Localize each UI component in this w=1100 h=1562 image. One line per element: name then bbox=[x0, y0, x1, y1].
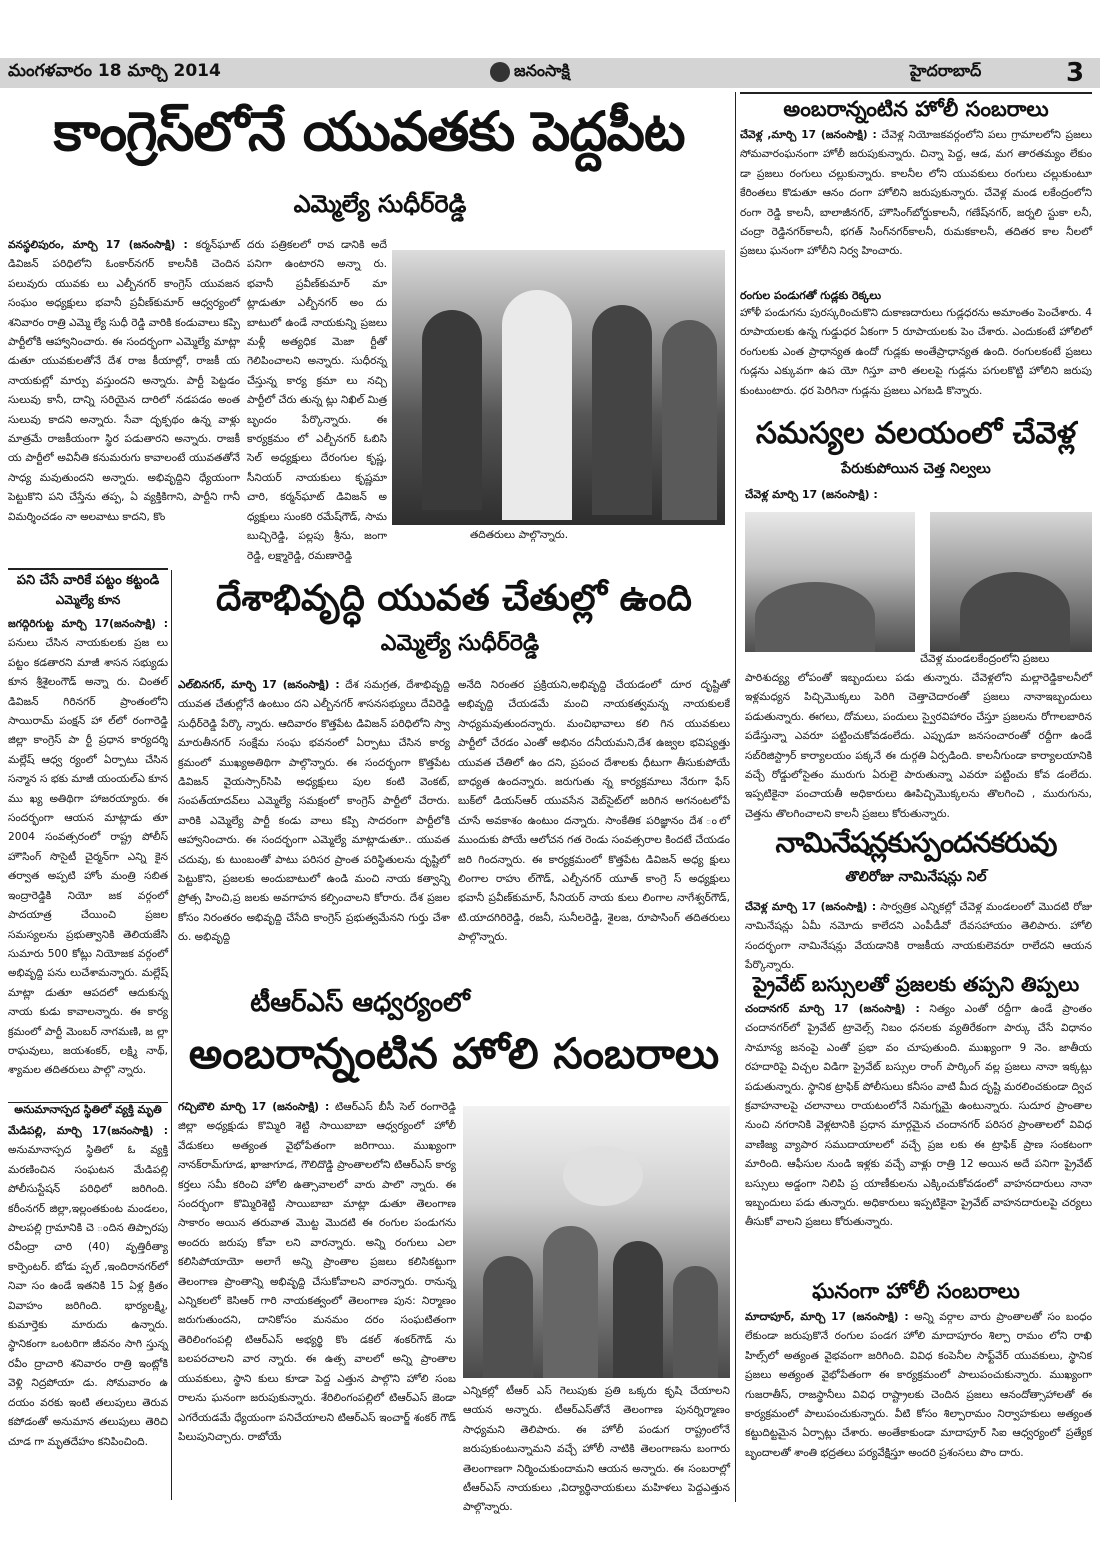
photo-garbage-right bbox=[930, 512, 1092, 652]
article-body bbox=[745, 1308, 1092, 1504]
headline-trs-holi: అంబరాన్నంటిన హోలి సంబరాలు bbox=[188, 1029, 720, 1078]
headline-mla-kuna: పని చేసే వారికే పట్టం కట్టండి bbox=[16, 573, 160, 588]
photo-garbage-left bbox=[745, 512, 915, 652]
dateline: ఎల్‌బినగర్‌, మార్చి 17 (జనంసాక్షి) : bbox=[178, 679, 340, 691]
article-body bbox=[8, 236, 240, 558]
headline-private-buses: ప్రైవేట్‌ బస్సులతో ప్రజలకు తప్పని తిప్పలు bbox=[752, 972, 1080, 996]
headline-suspicious-death: అనుమానాస్పద స్థితిలో వ్యక్తి మృతి bbox=[14, 1103, 162, 1116]
subhead-desha: ఎమ్మెల్యే సుధీర్‌రెడ్డి bbox=[380, 631, 540, 656]
subhead-mla-kuna: ఎమ్మెల్యే కూన bbox=[55, 593, 121, 607]
headline-chevella-issue: సమస్యల వలయంలో చేవెళ్ల bbox=[755, 416, 1077, 451]
article-text: అన్ని వర్గాల వారు ప్రాంతాలతో సం బంధం లేకుండా జరుపుకొనే రంగుల పండగ హోలి మాదాపూరం శిల్పా రామం లోని రాఖి హిల్స్‌లో అత్యంత వైభవంగా జరిగింది. వివిధ కంపెనీల సాఫ్ట్‌వేర్‌ యువకులు, స్థానిక ప్రజలు అత్యంత వైభోపేతంగా ఈ కార్యక్రమంలో పాలుపంచుకున్నారు. ముఖ్యంగా గుజరాతీస్‌, రాజస్థానీలు వివిధ రాష్ట్రాలకు చెందిన ప్రజలు ఆనందోత్సాహాలతో ఈ కార్యక్రమంలో పాలుపంచుకున్నారు. వీటి కోసం శిల్పారామం నిర్వాహకులు అత్యంత కట్టుదిట్టమైన ఏర్పాట్లు చేశారు. అంతేకాకుండా మాదాపూర్‌ సిఐ ఆధ్వర్యంలో ప్రత్యేక బృందాలతో శాంతి భద్రతలు పర్యవేక్షిస్తూ అందరి ప్రశంసలు పొం దారు. bbox=[745, 1311, 1092, 1459]
dateline: వనస్థలిపురం, మార్చి 17 (జనంసాక్షి) : bbox=[8, 239, 188, 251]
dateline: గచ్చిబౌలి మార్చి 17 (జనంసాక్షి) : bbox=[178, 1101, 330, 1113]
article-text: పనులు చేసిన నాయకులకు ప్రజ లు పట్టం కడతారని మాజీ శాసన సభ్యుడు కూన శ్రీశైలంగౌడ్‌ అన్నా రు. చింతల్‌ డివిజన్‌ గిరినగర్‌ ప్రాంతంలోని సాయిరామ్‌ పంక్షన్‌ హా ల్‌లో రంగారెడ్డి జిల్లా కాంగ్రెస్‌ పా ర్టీ ప్రధాన కార్యదర్శి మల్లేష్‌ ఆధ్వ ర్యంలో ఏర్పాటు చేసిన సన్మాన స భకు మాజీ యంయల్‌ఎ కూన ము ఖ్య అతిథిగా హాజరయ్యారు. ఈ సందర్భంగా ఆయన మాట్లాడు తూ 2004 సంవత్సరంలో రాష్ట్ర పోలీస్‌ హౌసింగ్‌ సొసైటీ చైర్మన్‌గా ఎన్ని కైన తర్వాత అప్పటి హోం మంత్రి సబిత ఇంద్రారెడ్డికి నియో జక వర్గంలో పాదయాత్ర చేయించి ప్రజల సమస్యలను ప్రభుత్వానికి తెలియజేసి సుమారు 500 కోట్లు నియోజక వర్గంలో అభివృద్ది పను లుచేశామన్నారు. మల్లేష్‌ మాట్లా డుతూ ఆపదలో ఆదుకున్న నాయ కుడు కావాలన్నారు. ఈ కార్య క్రమంలో పార్టీ మెంబర్‌ నాగమణి, జ ల్లా రాఘవులు, జయశంకర్‌, లక్ష్మి నాథ్‌, శ్యామల తదితరులు పాల్గొ న్నారు. bbox=[8, 637, 168, 1077]
subhead-garbage: పేరుకుపోయిన చెత్త నిల్వలు bbox=[841, 461, 991, 477]
column-divider bbox=[171, 570, 172, 1500]
photo-tail: తదితరులు పాల్గొన్నారు. bbox=[470, 529, 569, 541]
page-number: 3 bbox=[1066, 58, 1085, 88]
article-body bbox=[745, 1000, 1092, 1274]
article-body bbox=[8, 1122, 168, 1494]
article-text: నిత్యం ఎంతో రద్దీగా ఉండే ప్రాంతం చందానగర్‌లో ప్రైవేట్‌ ట్రావెల్స్‌ నిబం ధనలకు వ్యతిరేకంగా పార్కు చేసే విధానం సామాన్య జనంపై ఎంతో ప్రభా వం చూపుతుంది. ముఖ్యంగా 9 నెం. జాతీయ రహదారిపై విచ్చల విడిగా ప్రైవేట్‌ బస్సుల రాంగ్‌ పార్కింగ్‌ వల్ల ప్రజలు నానా ఇక్కట్లు పడుతున్నారు. స్థానిక ట్రాఫిక్‌ పోలీసులు కనీసం వాటి మీద దృష్టి మరలించకుండా ద్విచ క్రవాహనాలపై చలానాలు రాయటంలోనే నిమగ్నమై ఉంటున్నారు. సుదూర ప్రాంతాల నుంచి నగరానికి వెళ్లటానికి ప్రధాన మార్గమైన చందానగర్‌ పరిసర ప్రాంతాలలో వివిధ వాణిజ్య వ్యాపార సముదాయాలలో వచ్చే ప్రజ లకు ఈ ట్రాఫిక్‌ ప్రాణ సంకటంగా మారింది. ఆఫీసుల నుండి ఇళ్లకు వచ్చే వాళ్లు రాత్రి 12 అయిన అదే పనిగా ప్రైవేట్‌ బస్సులు అడ్డంగా నిలిపి ప్ర యాణీకులను ఎక్కించుకోవడంలో వాహనదారులు నానా ఇబ్బందులు పడు తున్నారు. అధికారులు ఇప్పటికైనా ప్రైవేట్‌ వాహనదారులపై చర్యలు తీసుకో వాలని ప్రజలు కోరుతున్నారు. bbox=[745, 1003, 1092, 1229]
article-body: దరు పత్రికలలో రావ డానికి అదే పనిగా ఉంటారని అన్నా రు. భవానీ ప్రవీణ్‌కుమార్‌ మా ట్లాడుతూ ఎల్బీనగర్‌ అం దు బాటులో ఉండే నాయకున్ని ప్రజలు మళ్లీ అత్యధిక మెజా ర్టీతో గెలిపించాలని అన్నారు. సుధీరన్న చేస్తున్న కార్య క్రమా లు నచ్చి పార్టీలో చేరు తున్న ట్లు నిఖిల్‌ మిత్ర బృందం పేర్కొన్నారు. ఈ కార్యక్రమం లో ఎల్బీనగర్‌ ఓబిసి సెల్‌ అధ్యక్షులు దేరంగుల కృష్ణ, సీనియర్‌ నాయకులు కృష్ణమా చారి, కర్మన్‌ఘాట్‌ డివిజన్‌ అ ధ్యక్షులు సుంకరి రమేష్‌గౌడ్‌, సామ బుచ్చిరెడ్డి, పల్లపు శ్రీను, జంగా రెడ్డి, లక్ష్మారెడ్డి, రమణారెడ్డి bbox=[247, 239, 387, 562]
paper-name: జనంసాక్షి bbox=[514, 61, 570, 80]
headline-chevella-holi: అంబరాన్నంటిన హోలీ సంబరాలు bbox=[783, 97, 1049, 121]
subhead-congress: ఎమ్మెల్యే సుధీర్‌రెడ్డి bbox=[293, 190, 467, 218]
headline-madhapur-holi: ఘనంగా హోలీ సంబరాలు bbox=[812, 1279, 1020, 1303]
section-rule bbox=[740, 92, 1092, 94]
dateline: చేవెళ్ల మార్చి 17 (జనంసాక్షి) : bbox=[745, 488, 878, 501]
article-body bbox=[745, 898, 1092, 972]
article-body: అనేది నిరంతర ప్రక్రియని,అభివృద్ది చేయడంలో దూర దృష్టితో అభివృద్ది చేయడమే మంచి నాయకత్వమన్న నాయకులకే సాధ్యమవుతుందన్నారు. మంచిభావాలు కలి గిన యువకులు పార్టీలో చేరడం ఎంతో అభినం దనీయమని,దేశ ఉజ్వల భవిష్యత్తు యువత చేతిలో ఉం దని, ప్రపంచ దేశాలకు ధీటుగా తీసుకుపోయే బాధ్యత ఉందన్నారు. జరుగుతు న్న కార్యక్రమాలు నేరుగా ఫేస్‌ బుక్‌లో డియస్‌ఆర్‌ యువసేన వెబ్‌సైట్‌లో జరిగిన అగనంటలోపే చూసే అవకాశం ఉంటుం దన్నారు. సాంకేతిక పరిజ్ఞానం దేశ ంలో ముందుకు పోయే ఆలోచన గత రెండు సంవత్సరాల కిందటే చేయడం జరి గిందన్నారు. ఈ కార్యక్రమంలో కొత్తపేట డివిజన్‌ అధ్య క్షులు లింగాల రాహు ల్‌గౌడ్‌, ఎల్బీనగర్‌ యూత్‌ కాంగ్రె స్‌ అధ్యక్షులు భవానీ ప్రవీణ్‌కుమార్‌, సీనియర్‌ నాయ కులు లింగాల నాగేశ్వర్‌గౌడ్‌, టి.యాదగిరిరెడ్డి, రజనీ, సునీలరెడ్డి, శైలజ, రూపాసింగ్‌ తదితరులు పాల్గొన్నారు. bbox=[458, 679, 730, 944]
article-body: ఎన్నికల్లో టీఆర్‌ ఎస్‌ గెలుపుకు ప్రతి ఒక్కరు కృషి చేయాలని ఆయన అన్నారు. టీఆర్‌ఎస్‌తోనే తెలంగాణ పునర్నిర్మాణం సాధ్యమని తెలిపారు. ఈ హోలీ పండుగ రాష్ట్రంలోనే జరుపుకుంటున్నామని వచ్చే హోలీ నాటికి తెలంగాణను బంగారు తెలంగాణగా నిర్మించుకుందామని ఆయన అన్నారు. ఈ సంబరాల్లో టీఆర్‌ఎస్‌ నాయకులు ,విద్యార్థినాయకులు మహిళలు పెద్దఎత్తున పాల్గొన్నారు. bbox=[463, 1385, 730, 1514]
masthead bbox=[0, 58, 1100, 88]
photo-youth-joining-congress bbox=[392, 250, 725, 525]
headline-desha: దేశాభివృద్ధి యువత చేతుల్లో ఉంది bbox=[216, 578, 692, 619]
kicker-trs: టీఆర్‌ఎస్‌ ఆధ్వర్యంలో bbox=[250, 988, 470, 1018]
photo-caption: చేవెళ్ల మండలకేంద్రంలోని ప్రజలు bbox=[920, 653, 1050, 665]
subhead-eggs: రంగుల పండుగతో గుడ్లకు రెక్కలు bbox=[740, 289, 882, 302]
edition-city: హైదరాబాద్ bbox=[910, 61, 982, 80]
photo-holi-celebration bbox=[463, 1106, 730, 1378]
column-divider bbox=[735, 92, 736, 1502]
article-text: టిఆర్‌ఎస్‌ బీసీ సెల్‌ రంగారెడ్డి జిల్లా అధ్యక్షుడు కొమ్మిరి శెట్టి సాయిబాబా ఆధ్వర్యంలో హోలీ వేడుకలు అత్యంత వైభోపేతంగా జరిగాయి. ముఖ్యంగా నానక్‌రామ్‌గూడ, ఖాజాగూడ, గౌలిదొడ్డి ప్రాంతాలలోని టిఆర్‌ఎస్‌ కార్య కర్తలు సమీ కరించి హోలి ఉత్సావాలలో వారు పాలొ న్నారు. ఈ సందర్భంగా కొమ్మిరిశెట్టి సాయిబాబా మాట్లా డుతూ తెలంగాణ సాకారం అయిన తరువాత మొట్ట మొదటి ఈ రంగుల పండుగను అందరు జరుపు కోవా లని వారన్నారు. అన్ని రంగులు ఎలా కలిసిపోయాయో అలాగే అన్ని ప్రాంతాల ప్రజలు కలిసికట్టుగా తెలంగాణ ప్రాంతాన్ని అభివృద్ది చేసుకోవాలని వారన్నారు. రానున్న ఎన్నికలలో కెసిఆర్‌ గారి నాయకత్వంలో తెలంగాణ పున: నిర్మాణం జరుగుతుందని, దానికోసం మనమం దరం సంఘటితంగా తెరిలింగంపల్లి టిఆర్‌ఎస్‌ అభ్యర్థి కొం డకల్‌ శంకర్‌గౌడ్‌ ను బలపరచాలని వార న్నారు. ఈ ఉత్స వాలలో అన్ని ప్రాంతాల యువకులు, స్థాని కులు కూడా పెద్ద ఎత్తున పాల్గొని హోలి సంబ రాలను ఘనంగా జరుపుకున్నారు. శేరిలింగంపల్లిలో టిఆర్‌ఎస్‌ జెండా ఎగరేయడమే ధ్యేయంగా పనిచేయాలని టిఆర్‌ఎస్‌ ఇంచార్జ్‌ శంకర్‌ గౌడ్‌ పిలుపునిచ్చారు. రాబోయే bbox=[178, 1101, 457, 1443]
logo-emblem-icon bbox=[490, 62, 510, 82]
article-body bbox=[740, 126, 1092, 288]
article-text: దేశ సమగ్రత, దేశాభివృద్ది యువత చేతుల్లోనే ఉంటుం దని ఎల్బీనగర్‌ శాసనసభ్యులు దేవిరెడ్డి సుధీర్‌రెడ్డి పేర్కొ న్నారు. ఆదివారం కొత్తపేట డివిజన్‌ పరిధిలోని స్వా మారుతీనగర్‌ సంక్షేమ సంఘ భవనంలో ఏర్పాటు చేసిన కార్య క్రమంలో ముఖ్యఅతిథిగా పాల్గొన్నారు. ఈ సందర్భంగా కొత్తపేట డివిజన్‌ వైయస్సార్‌సిపి అధ్యక్షులు పుల కంటి వెంకట్‌, సంపత్‌యాదవ్‌లు ఎమ్మెల్యే సమక్షంలో కాంగ్రెస్‌ పార్టీలో చేరారు. వారికి ఎమ్మెల్యే పార్టీ కండు వాలు కప్పి సాదరంగా పార్టీలోకి ఆహ్వానించారు. ఈ సందర్భంగా ఎమ్మెల్యే మాట్లాడుతూ.. యువత చదువు, కు టుంబంతో పాటు పరిసర ప్రాంత పరిస్థితులను దృష్టిలో పెట్టుకొని, ప్రజలకు అందుబాటులో ఉండి మంచి నాయ కత్వాన్ని ప్రోత్స హించి,ప్ర జలకు అవగాహన కల్పించాలని కోరారు. దేశ ప్రజల కోసం నిరంతరం అభివృద్ది చేసేది కాంగ్రెస్‌ ప్రభుత్వమేనని గుర్తు చేశా రు. అభివృద్ది bbox=[178, 679, 450, 944]
dateline: మాదాపూర్‌, మార్చి 17 (జనంసాక్షి) : bbox=[745, 1311, 909, 1323]
subhead-nominations: తొలిరోజు నామినేషన్లు నిల్‌ bbox=[845, 869, 987, 885]
article-body bbox=[178, 676, 450, 982]
article-body: పారిశుద్య్య లోపంతో ఇబ్బందులు పడు తున్నారు. చేవెళ్లలోని మల్లారెడ్డికాలనీలో ఇళ్లమధ్యన పిచ్చిమొక్కలు పెరిగి చెత్తాచెదారంతో ప్రజలు నానాఇబ్బందులు పడుతున్నారు. ఈగలు, దోమలు, పందులు స్వైరవిహారం చేస్తూ ప్రజలను రోగాలబారిన పడేస్తున్నా ఎవరూ పట్టించుకోవడంలేదు. ఎప్పుడూ జనసంచారంతో రద్దీగా ఉండే సబ్‌రిజిస్ట్రార్‌ కార్యాలయం పక్కనే ఈ దుర్గతి ఏర్పడింది. కాలనీగుండా కార్యాలయానికి వచ్చే రోడ్డులోసైతం మురుగు ఏరులై పారుతున్నా ఎవరూ పట్టించు కోవ డంలేదు. ఇప్పటికైనా పంచాయతీ అధికారులు ఊపిచ్చిమొక్కలను తొలగించి , మురుగును, చెత్తను తొలగించాలని కాలనీ ప్రజలు కోరుతున్నారు. bbox=[745, 672, 1092, 820]
article-body bbox=[178, 1098, 456, 1498]
article-text: అనుమానాస్పద స్థితిలో ఓ వ్యక్తి మరణించిన సంఘటన మేడిపల్లి పోలీసుస్టేషన్‌ పరిధిలో జరిగింది. కరీంనగర్‌ జిల్లా,ఇల్లంతకుంట మండలం, పాలపల్లి గ్రామానికి చె ందిన తిప్పారపు రవీంద్రా చారి (40) వృత్తిరీత్యా కార్పెంటర్‌. బోడు ప్పల్‌ ,ఇందిరానగర్‌లో నివా సం ఉండే ఇతనికి 15 ఏళ్ల క్రితం వివాహం జరిగింది. భార్యలక్ష్మి, కుమార్తెకు మారుదు ఉన్నారు. స్థానికంగా ఒంటరిగా జీవనం సాగి స్తున్న రవీం ద్రాచారి శనివారం రాత్రి ఇంట్లోకి వెళ్లి నిద్రపోయా డు. సోమవారం ఉ దయం వరకు ఇంటి తలుపులు తెరువ కపోడంతో అనుమాన తలుపులు తెరిచి చూడ గా మృతదేహం కనిపించింది. bbox=[8, 1144, 168, 1448]
article-body: హోళీ పండుగను పురస్కరించుకొని దుకాణదారులు గుడ్లధరను అమాంతం పెంచేశారు. 4 రూపాయలకు ఉన్న గుడ్డుధర ఏకంగా 5 రూపాయలకు పెం చేశారు. ఎందుకంటే హోలిలో రంగులకు ఎంత ప్రాధాన్యత ఉందో గుడ్లకు అంతేప్రాధాన్యత ఉంది. రంగులకంటే ప్రజలు గుడ్లను ఎక్కువగా ఉప యో గిస్తూ వారి తలలపై గుడ్లను పగులకొట్టి హోలిని జరుపు కుంటుంటారు. ధర పెరిగినా గుడ్లను ప్రజలు ఎగబడి కొన్నారు. bbox=[740, 307, 1092, 397]
issue-date: మంగళవారం 18 మార్చి 2014 bbox=[8, 61, 221, 81]
article-text: సార్వత్రిక ఎన్నికల్లో చేవెళ్ల మండలంలో మొదటి రోజు నామినేషన్లు ఏమీ నమోదు కాలేదని ఎంపీడీవో దేవసహాయం తెలిపారు. హోలి సందర్భంగా నామినేషన్లు వేయడానికి రాజకీయ నాయకులెవరూ రాలేదని ఆయన పేర్కొన్నారు. bbox=[745, 901, 1092, 972]
headline-nominations: నామినేషన్లకుస్పందనకరువు bbox=[775, 826, 1057, 859]
section-rule bbox=[8, 568, 168, 570]
headline-congress: కాంగ్రెస్‌లోనే యువతకు పెద్దపీట bbox=[53, 100, 685, 163]
dateline: చేవెళ్ల ,మార్చి 17 (జనంసాక్షి) : bbox=[740, 129, 877, 141]
dateline: జగద్గిరిగుట్ట మార్చి 17(జనంసాక్షి) : bbox=[8, 618, 168, 630]
dateline: చందానగర్‌ మార్చి 17 (జనంసాక్షి) : bbox=[745, 1003, 920, 1015]
paper-logo bbox=[490, 60, 610, 86]
article-text: చేవెళ్ల నియోజకవర్గంలోని పలు గ్రామాలలోని ప్రజలు సోమవారంఘనంగా హోలీ జరుపుకున్నారు. చిన్నా పెద్ద, ఆడ, మగ తారతమ్యం లేకుం డా ప్రజలు రంగులు చల్లుకున్నారు. కాలనీల లోని యువకులు రంగులు చల్లుకుంటూ కేరింతలు కొడుతూ ఆనం దంగా హోలిని జరుపుకున్నారు. చేవెళ్ల మండ లకేంద్రంలోని రంగా రెడ్డి కాలనీ, బాలాజీనగర్‌, హౌసింగ్‌బోర్డుకాలనీ, గణేష్‌నగర్‌, జర్నలి స్టుకా లనీ, చంద్రా రెడ్డినగర్‌కాలనీ, భగత్‌ సింగ్‌నగర్‌కాలనీ, రుమకకాలనీ, తదితర కాల నీలలో ప్రజలు ఘనంగా హోలీని నిర్వ హించారు. bbox=[740, 129, 1092, 258]
article-body bbox=[8, 615, 168, 1099]
dateline: చేవెళ్ల మార్చి 17 (జనంసాక్షి) : bbox=[745, 901, 877, 913]
dateline: మేడిపల్లి, మార్చి 17(జనంసాక్షి) : bbox=[8, 1125, 168, 1137]
article-text: కర్మన్‌ఘాట్‌ డివిజన్‌ పరిధిలోని ఓంకార్‌నగర్‌ కాలనీకి చెందిన పలువురు యువకు లు ఎల్బీనగర్‌ కాంగ్రెస్‌ యువజన సంఘం అధ్యక్షులు భవానీ ప్రవీణ్‌కుమార్‌ ఆధ్వర్యంలో శనివారం రాత్రి ఎమ్మె ల్యే సుధీ రెడ్డి వారికి కండువాలు కప్పి పార్టీలోకి ఆహ్వానించారు. ఈ సందర్భంగా ఎమ్మెల్యే మాట్లా డుతూ యువకులతోనే దేశ రాజ కీయాల్లో, రాజకీ య నాయకుల్లో మార్పు వస్తుందని అన్నారు. పార్టీ పెట్టడం సులువు కానీ, దాన్ని సరియైన దారిలో నడపడం అంత సులువు కాదని అన్నారు. సేవా దృక్పథం ఉన్న వాళ్లు మాత్రమే రాజకీయంగా స్థిర పడుతారని అన్నారు. రాజకీ య పార్టీలో అవినీతి కనుమరుగు కావాలంటే యువతతోనే సాధ్య మవుతుందని అన్నారు. అభివృద్దిని ధ్యేయంగా పెట్టుకొని పని చేస్తేను తప్ప, ఏ వ్యక్తికిగాని, పార్టీని గానీ విమర్శించడం నా అలవాటు కాదని, కొం bbox=[8, 239, 240, 523]
